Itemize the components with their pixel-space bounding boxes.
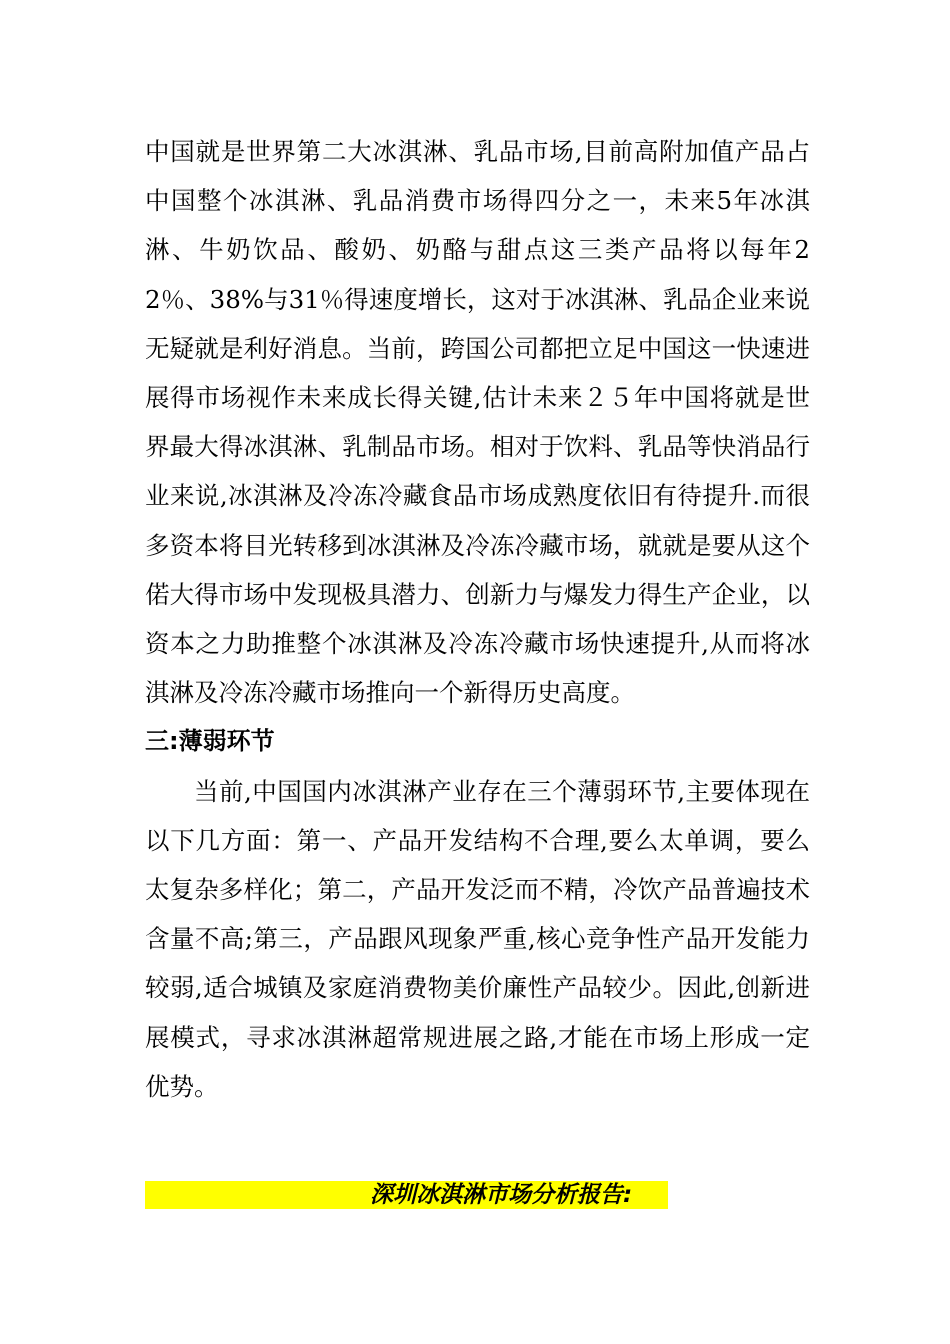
paragraph-weak-links: 当前,中国国内冰淇淋产业存在三个薄弱环节,主要体现在以下几方面：第一、产品开发结构不合理,要么太单调，要么太复杂多样化；第二，产品开发泛而不精，冷饮产品普遍技术含量不高;第三，产品跟风现象严重,核心竞争性产品开发能力较弱,适合城镇及家庭消费物美价廉性产品较少。因此,创新进展模式，寻求冰淇淋超常规进展之路,才能在市场上形成一定优势。 — [145, 776, 810, 1101]
paragraph-market-overview: 中国就是世界第二大冰淇淋、乳品市场,目前高附加值产品占中国整个冰淇淋、乳品消费市场得四分之一，未来5年冰淇淋、牛奶饮品、酸奶、奶酪与甜点这三类产品将以每年22％、38%与31％得速度增长，这对于冰淇淋、乳品企业来说无疑就是利好消息。当前，跨国公司都把立足中国这一快速进展得市场视作未来成长得关键,估计未来２５年中国将就是世界最大得冰淇淋、乳制品市场。相对于饮料、乳品等快消品行业来说,冰淇淋及冷冻冷藏食品市场成熟度依旧有待提升.而很多资本将目光转移到冰淇淋及冷冻冷藏市场，就就是要从这个偌大得市场中发现极具潜力、创新力与爆发力得生产企业，以资本之力助推整个冰淇淋及冷冻冷藏市场快速提升,从而将冰淇淋及冷冻冷藏市场推向一个新得历史高度。 — [145, 137, 810, 708]
section-heading-weak-links: 三:薄弱环节 — [145, 727, 275, 756]
document-body — [145, 127, 810, 1111]
highlighted-report-title: 深圳冰淇淋市场分析报告: — [370, 1182, 633, 1208]
